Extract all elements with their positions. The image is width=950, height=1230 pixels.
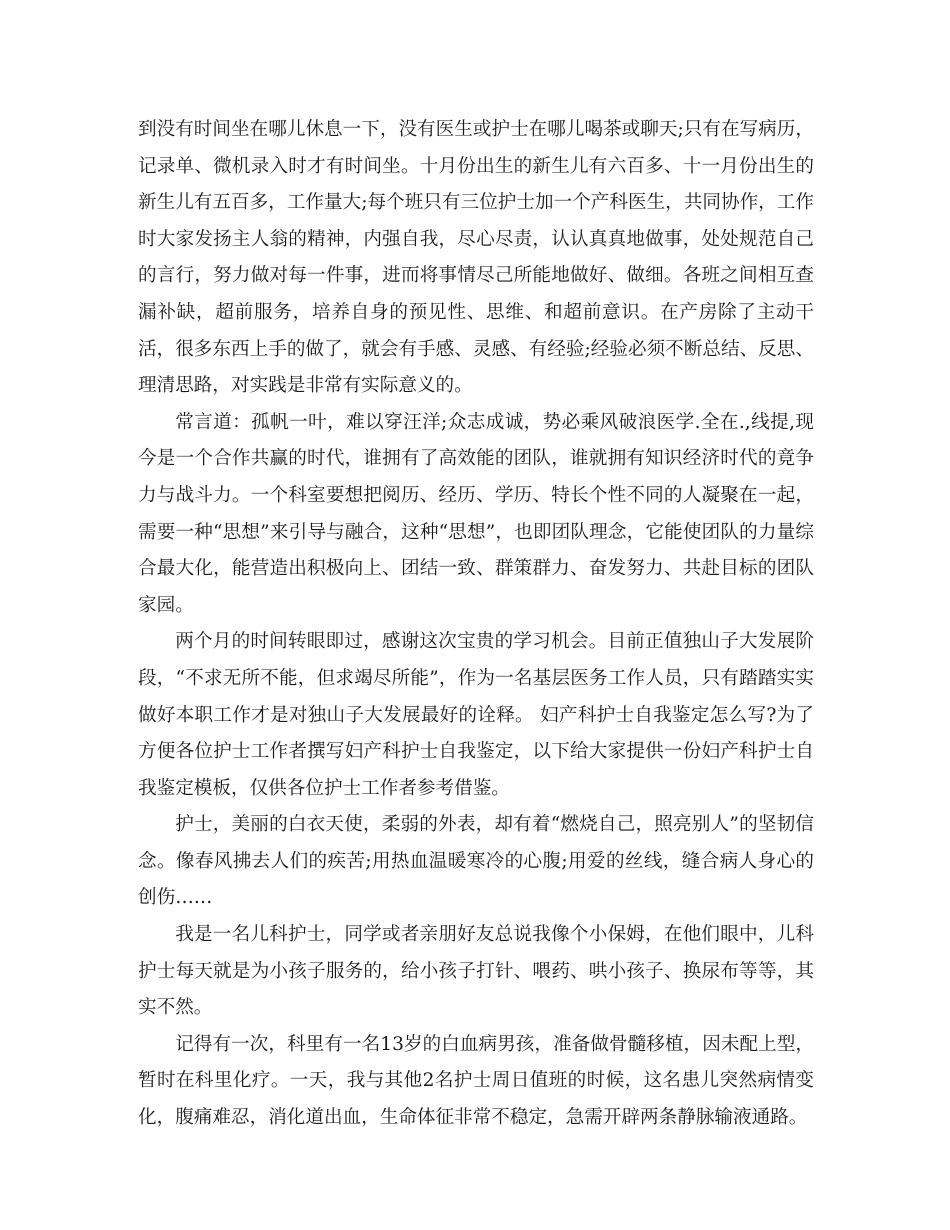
paragraph-continued: 到没有时间坐在哪儿休息一下，没有医生或护士在哪儿喝茶或聊天;只有在写病历，记录单、微机录入时才有时间坐。十月份出生的新生儿有六百多、十一月份出生的新生儿有五百多，工作量大;每个班只有三位护士加一个产科医生，共同协作，工作时大家发扬主人翁的精神，内强自我，尽心尽责，认认真真地做事，处处规范自己的言行，努力做对每一件事，进而将事情尽己所能地做好、做细。各班之间相互查漏补缺，超前服务，培养自身的预见性、思维、和超前意识。在产房除了主动干活，很多东西上手的做了，就会有手感、灵感、有经验;经验必须不断总结、反思、理清思路，对实践是非常有实际意义的。 (138, 119, 814, 397)
paragraph-teamwork: 常言道：孤帆一叶，难以穿汪洋;众志成诚，势必乘风破浪医学.全在.,线提,现今是一个合作共赢的时代，谁拥有了高效能的团队，谁就拥有知识经济时代的竟争力与战斗力。一个科室要想把阅历、经历、学历、特长个性不同的人凝聚在一起，需要一种“思想”来引导与融合，这种“思想”，也即团队理念，它能使团队的力量综合最大化，能营造出积极向上、团结一致、群策群力、奋发努力、共赴目标的团队家园。 (138, 411, 814, 616)
paragraph-memory: 记得有一次，科里有一名13岁的白血病男孩，准备做骨髓移植，因未配上型，暂时在科里化疗。一天，我与其他2名护士周日值班的时候，这名患儿突然病情变化，腹痛难忍，消化道出血，生命体征非常不稳定，急需开辟两条静脉输液通路。 (138, 1033, 814, 1129)
document-body (138, 112, 814, 1137)
paragraph-nurse-angel: 护士，美丽的白衣天使，柔弱的外表，却有着“燃烧自己，照亮别人”的坚韧信念。像春风拂去人们的疾苦;用热血温暖寒冷的心腹;用爱的丝线，缝合病人身心的创伤…… (138, 814, 814, 909)
paragraph-gratitude: 两个月的时间转眼即过，感谢这次宝贵的学习机会。目前正值独山子大发展阶段，“不求无所不能，但求竭尽所能”，作为一名基层医务工作人员，只有踏踏实实做好本职工作才是对独山子大发展最好的诠释。 妇产科护士自我鉴定怎么写?为了方便各位护士工作者撰写妇产科护士自我鉴定，以下给大家提供一份妇产科护士自我鉴定模板，仅供各位护士工作者参考借鉴。 (138, 631, 814, 799)
paragraph-pediatric-nurse: 我是一名儿科护士，同学或者亲朋好友总说我像个小保姆，在他们眼中，儿科护士每天就是为小孩子服务的，给小孩子打针、喂药、哄小孩子、换尿布等等，其实不然。 (138, 924, 814, 1019)
